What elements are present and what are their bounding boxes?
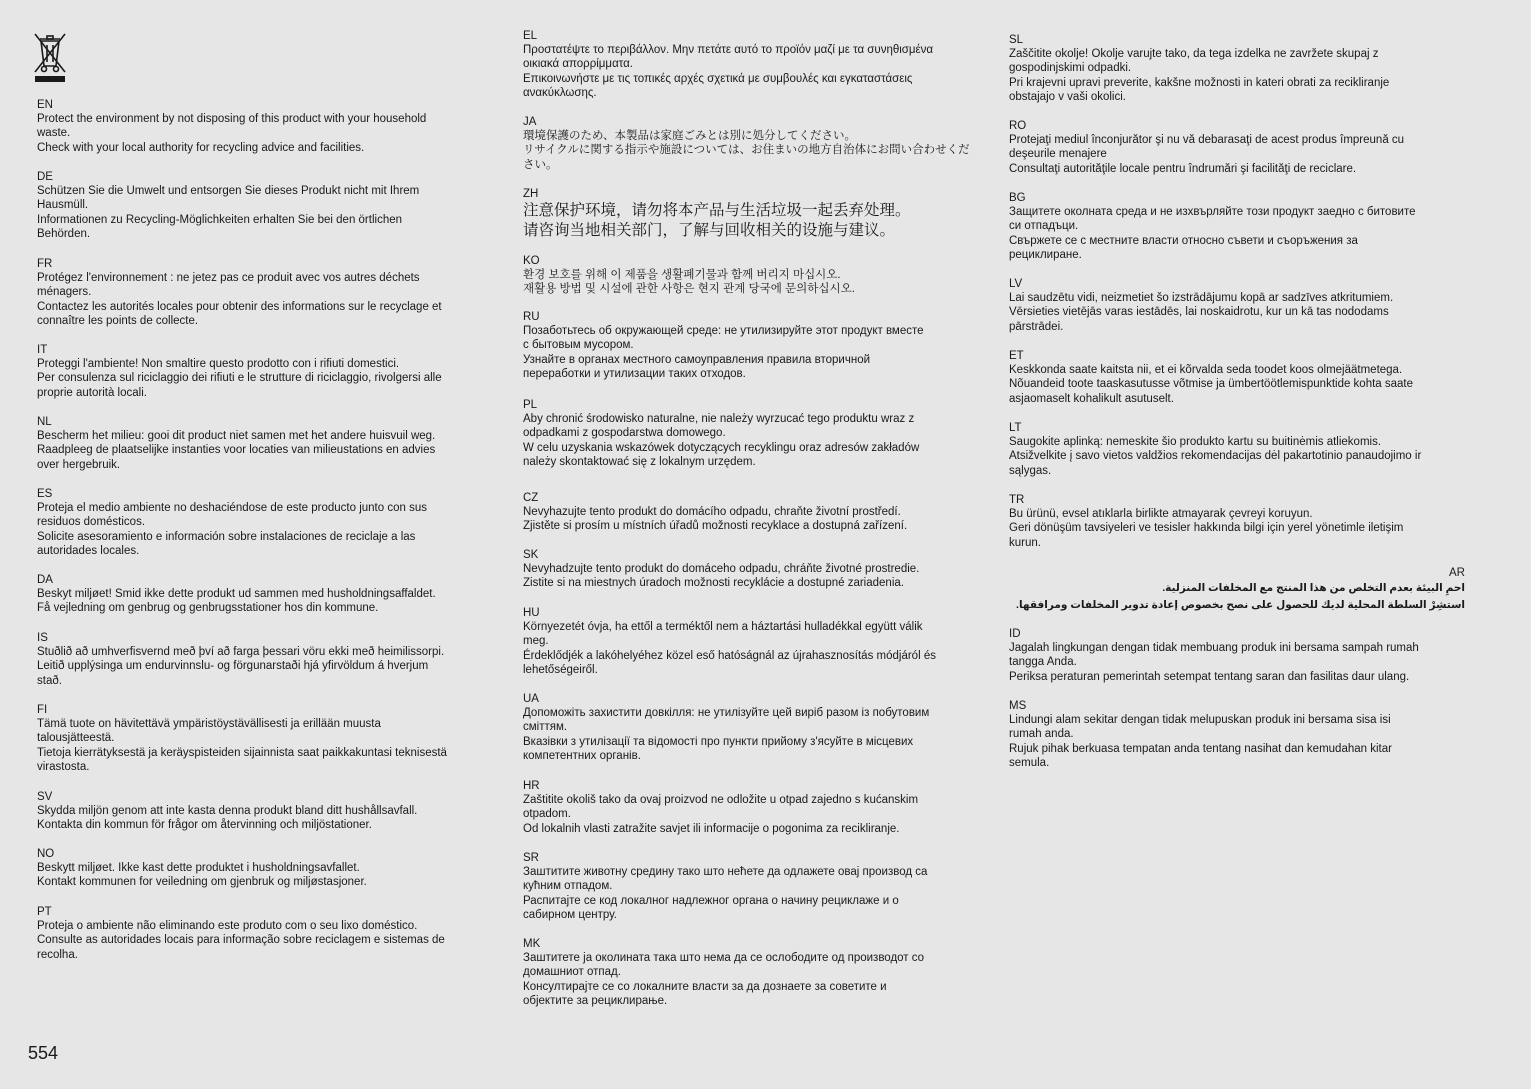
lang-block-is xyxy=(37,631,489,688)
lang-block-mk xyxy=(523,937,975,1009)
language-code: MS xyxy=(1009,700,1027,712)
language-code: RU xyxy=(523,311,540,323)
lang-block-ms xyxy=(1009,699,1465,771)
language-text: Proteja o ambiente não eliminando este produto com o seu lixo doméstico. Consulte as autoridades locais para informação sobre reciclagem e sistemas de recolha. xyxy=(37,920,445,961)
language-text: احمِ البيئة بعدم التخلص من هذا المنتج مع المخلفات المنزلية. استشِرْ السلطة المحلية لديك للحصول على نصح بخصوص إعادة تدوير المخلفات ومرافقها. xyxy=(1016,582,1465,611)
lang-block-bg xyxy=(1009,191,1465,263)
lang-block-pt xyxy=(37,905,489,962)
lang-block-hu xyxy=(523,606,975,678)
language-code: CZ xyxy=(523,492,539,504)
lang-block-zh xyxy=(523,187,975,241)
lang-block-pl xyxy=(523,398,975,470)
lang-block-lv xyxy=(1009,277,1465,334)
lang-block-lt xyxy=(1009,421,1465,478)
language-text: Nevyhadzujte tento produkt do domáceho odpadu, chráňte životné prostredie. Zistite si na miestnych úradoch možnosti recyklácie a dostupné zariadenia. xyxy=(523,563,920,590)
lang-block-sk xyxy=(523,548,975,591)
language-text: Aby chronić środowisko naturalne, nie należy wyrzucać tego produktu wraz z odpadkami z gospodarstwa domowego. W celu uzyskania wskazówek dotyczących recyklingu oraz adresów zakładów należy skontaktować się z lokalnym urzędem. xyxy=(523,413,920,469)
lang-block-el xyxy=(523,29,975,101)
language-text: Заштитете ја околината така што нема да се ослободите од производот со домашниот отпад. Консултирајте се со локалните власти за да дознаете за советите и објектите за рециклирање. xyxy=(523,952,925,1008)
language-code: BG xyxy=(1009,192,1026,204)
language-text: Jagalah lingkungan dengan tidak membuang produk ini bersama sampah rumah tangga Anda. Periksa peraturan pemerintah setempat tentang saran dan fasilitas daur ulang. xyxy=(1009,642,1419,683)
language-code: ZH xyxy=(523,188,539,200)
language-code: SL xyxy=(1009,34,1024,46)
lang-block-sl xyxy=(1009,33,1465,105)
lang-block-et xyxy=(1009,349,1465,406)
lang-block-en xyxy=(37,98,489,155)
language-text: Protejaţi mediul înconjurător şi nu vă debarasaţi de acest produs împreună cu deşeurile menajere Consultaţi autorităţile locale pentru îndrumări şi facilităţi de reciclare. xyxy=(1009,134,1405,175)
language-text: Skydda miljön genom att inte kasta denna produkt bland ditt hushållsavfall. Kontakta din kommun för frågor om återvinning och miljöstationer. xyxy=(37,805,418,832)
language-text: 환경 보호를 위해 이 제품을 생활폐기물과 함께 버리지 마십시오. 재활용 방법 및 시설에 관한 사항은 현지 관계 당국에 문의하십시오. xyxy=(523,269,855,296)
language-text: Protégez l'environnement : ne jetez pas ce produit avec vos autres déchets ménagers. Contactez les autorités locales pour obtenir des informations sur le recyclage et connaître les points de collecte. xyxy=(37,272,442,328)
lang-block-ko xyxy=(523,254,975,297)
lang-block-ja xyxy=(523,115,975,172)
language-code: SR xyxy=(523,852,539,864)
language-text: Zaščitite okolje! Okolje varujte tako, da tega izdelka ne zavržete skupaj z gospodinjskimi odpadki. Pri krajevni upravi preverite, kakšne možnosti in kateri obrati za recikliranje obstajajo v vaši okolici. xyxy=(1009,48,1390,104)
language-text: Stuðlið að umhverfisvernd með því að farga þessari vöru ekki með heimilissorpi. Leitið upplýsinga um endurvinnslu- og förgunarstaði hjá yfirvöldum á hverjum stað. xyxy=(37,646,445,687)
language-code: LV xyxy=(1009,278,1023,290)
language-code: FR xyxy=(37,258,53,270)
lang-block-it xyxy=(37,343,489,400)
language-text: Beskyt miljøet! Smid ikke dette produkt ud sammen med husholdningsaffaldet. Få vejledning om genbrug og genbrugsstationer hos din kommune. xyxy=(37,588,436,615)
language-text: Προστατέψτε το περιβάλλον. Μην πετάτε αυτό το προϊόν μαζί με τα συνηθισμένα οικιακά απορρίμματα. Επικοινωνήστε με τις τοπικές αρχές σχετικά με συμβουλές και εγκαταστάσεις ανακύκλωσης. xyxy=(523,44,934,100)
language-code: EN xyxy=(37,99,53,111)
lang-block-id xyxy=(1009,627,1465,684)
lang-block-ar xyxy=(1009,566,1465,614)
language-text: Proteggi l'ambiente! Non smaltire questo prodotto con i rifiuti domestici. Per consulenza sul riciclaggio dei rifiuti e le strutture di riciclaggio, rivolgersi alle proprie autorità locali. xyxy=(37,358,442,399)
lang-block-es xyxy=(37,487,489,559)
language-code: HR xyxy=(523,780,540,792)
language-code: SV xyxy=(37,791,53,803)
language-text: Keskkonda saate kaitsta nii, et ei kõrvalda seda toodet koos olmejäätmetega. Nõuandeid toote taaskasutusse võtmise ja ümbertöötlemispunktide kohta saate asjaomaselt kohalikult asutuselt. xyxy=(1009,364,1414,405)
language-code: PT xyxy=(37,906,52,918)
language-text: Lai saudzētu vidi, neizmetiet šo izstrādājumu kopā ar sadzīves atkritumiem. Vērsieties vietējās varas iestādēs, lai noskaidrotu, kur un kā tas nododams pārstrādei. xyxy=(1009,292,1394,333)
language-code: IS xyxy=(37,632,48,644)
language-text: Környezetét óvja, ha ettől a terméktől nem a háztartási hulladékkal együtt válik meg. Érdeklődjék a lakóhelyéhez közel eső hatóságnál az újrahasznosítás módjáról és lehetőségeiről. xyxy=(523,621,936,677)
language-code: MK xyxy=(523,938,541,950)
language-text: Допоможіть захистити довкілля: не утилізуйте цей виріб разом із побутовим сміттям. Вказівки з утилізації та відомості про пункти прийому з'ясуйте в місцевих компетентних органів. xyxy=(523,707,930,763)
lang-block-de xyxy=(37,170,489,242)
language-code: UA xyxy=(523,693,539,705)
language-text: Proteja el medio ambiente no deshaciéndose de este producto junto con sus residuos domésticos. Solicite asesoramiento e información sobre instalaciones de reciclaje a las autoridades locales. xyxy=(37,502,427,558)
language-text: Protect the environment by not disposing of this product with your household waste. Check with your local authority for recycling advice and facilities. xyxy=(37,113,427,154)
language-code: NO xyxy=(37,848,55,860)
language-text: Lindungi alam sekitar dengan tidak melupuskan produk ini bersama sisa isi rumah anda. Rujuk pihak berkuasa tempatan anda tentang nasihat dan kemudahan kitar semula. xyxy=(1009,714,1392,770)
lang-block-fr xyxy=(37,257,489,329)
language-code: TR xyxy=(1009,494,1025,506)
lang-block-nl xyxy=(37,415,489,472)
language-code: NL xyxy=(37,416,52,428)
language-code: HU xyxy=(523,607,540,619)
language-code: FI xyxy=(37,704,48,716)
language-text: Zaštitite okoliš tako da ovaj proizvod ne odložite u otpad zajedno s kućanskim otpadom. Od lokalnih vlasti zatražite savjet ili informacije o pogonima za recikliranje. xyxy=(523,794,919,835)
lang-block-ro xyxy=(1009,119,1465,176)
lang-block-fi xyxy=(37,703,489,775)
language-code: DE xyxy=(37,171,53,183)
language-code: PL xyxy=(523,399,538,411)
language-code: SK xyxy=(523,549,539,561)
language-text: Защитете околната среда и не изхвърляйте този продукт заедно с битовите си отпадъци. Свържете се с местните власти относно съвети и съоръжения за рециклиране. xyxy=(1009,206,1416,262)
language-text: Nevyhazujte tento produkt do domácího odpadu, chraňte životní prostředí. Zjistěte si prosím u místních úřadů možnosti recyklace a dostupná zařízení. xyxy=(523,506,908,533)
language-code: KO xyxy=(523,255,540,267)
language-code: ES xyxy=(37,488,53,500)
lang-block-da xyxy=(37,573,489,616)
language-text: Позаботьтесь об окружающей среде: не утилизируйте этот продукт вместе с бытовым мусором. Узнайте в органах местного самоуправления правила вторичной переработки и утилизации таких отходов. xyxy=(523,325,924,381)
language-code: RO xyxy=(1009,120,1027,132)
language-code: IT xyxy=(37,344,48,356)
language-text: Заштитите животну средину тако што нећете да одлажете овај производ са кућним отпадом. Распитајте се код локалног надлежног органа о начину рециклаже и о сабирном центру. xyxy=(523,866,928,922)
language-code: EL xyxy=(523,30,538,42)
language-text: Schützen Sie die Umwelt und entsorgen Sie dieses Produkt nicht mit Ihrem Hausmüll. Informationen zu Recycling-Möglichkeiten erhalten Sie bei den örtlichen Behörden. xyxy=(37,185,420,241)
lang-block-ru xyxy=(523,310,975,382)
language-code: LT xyxy=(1009,422,1022,434)
page-number: 554 xyxy=(28,1043,59,1063)
language-code: ET xyxy=(1009,350,1024,362)
language-text: Bu ürünü, evsel atıklarla birlikte atmayarak çevreyi koruyun. Geri dönüşüm tavsiyeleri ve tesisler hakkında bilgi için yerel yönetimle iletişim kurun. xyxy=(1009,508,1404,549)
crossed-out-wheelie-bin-icon xyxy=(32,30,68,84)
language-text: Bescherm het milieu: gooi dit product niet samen met het andere huisvuil weg. Raadpleeg de plaatselijke instanties voor locaties van milieustations en advies over hergebruik. xyxy=(37,430,436,471)
language-code: AR xyxy=(1449,567,1465,579)
language-code: JA xyxy=(523,116,537,128)
language-text: 注意保护环境，请勿将本产品与生活垃圾一起丢弃处理。 请咨询当地相关部门，了解与回收相关的设施与建议。 xyxy=(523,202,911,239)
lang-block-ua xyxy=(523,692,975,764)
language-code: DA xyxy=(37,574,53,586)
lang-block-sr xyxy=(523,851,975,923)
language-text: Saugokite aplinką: nemeskite šio produkto kartu su buitinėmis atliekomis. Atsižvelkite į savo vietos valdžios rekomendacijas dėl pakartotinio panaudojimo ir sąlygas. xyxy=(1009,436,1422,477)
lang-block-cz xyxy=(523,491,975,534)
lang-block-tr xyxy=(1009,493,1465,550)
lang-block-hr xyxy=(523,779,975,836)
language-text: Tämä tuote on hävitettävä ympäristöystävällisesti ja erillään muusta talousjätteestä. Tietoja kierrätyksestä ja keräyspisteiden sijainnista saat paikkakuntasi teknisestä virastosta. xyxy=(37,718,447,774)
language-code: ID xyxy=(1009,628,1021,640)
lang-block-no xyxy=(37,847,489,890)
language-text: Beskytt miljøet. Ikke kast dette produktet i husholdningsavfallet. Kontakt kommunen for veiledning om gjenbruk og miljøstasjoner. xyxy=(37,862,367,889)
language-text: 環境保護のため、本製品は家庭ごみとは別に処分してください。 リサイクルに関する指示や施設については、お住まいの地方自治体にお問い合わせくだ さい。 xyxy=(523,130,970,171)
lang-block-sv xyxy=(37,790,489,833)
